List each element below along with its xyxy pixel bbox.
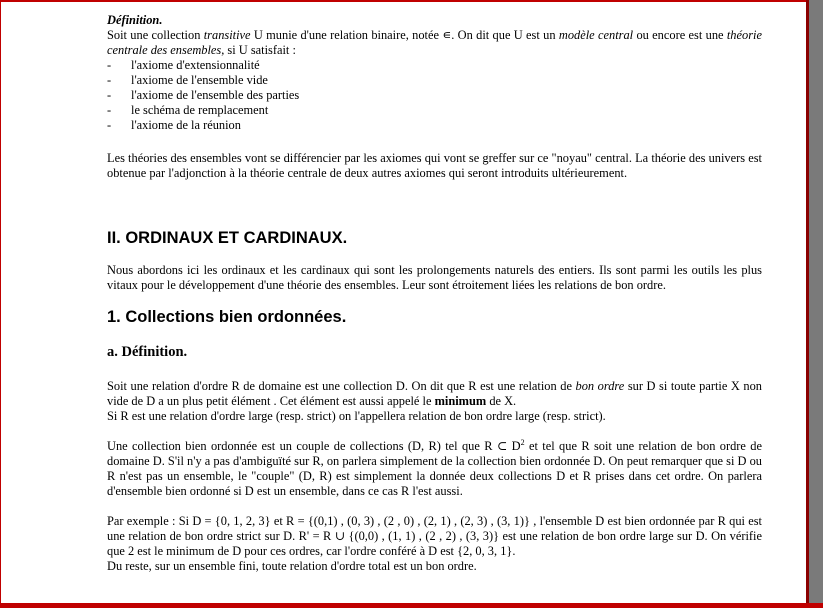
example-paragraph: Par exemple : Si D = {0, 1, 2, 3} et R = {(0,1) , (0, 3) , (2 , 0) , (2, 1) , (2, 3) , (3, 1)} , l'ensemble D est bien ordonnée par R qui est une relation de bon ordre strict sur D. R' = R ∪ {(0,0) , (1, 1) , (2 , 2) , (3, 3)} est une relation de bon ordre large sur D. On vérifie que 2 est le minimum de D pour ces ordres, car l'ordre conféré à D est {2, 0, 3, 1}. Du reste, sur un ensemble fini, toute relation d'ordre total est un bon ordre. [107,514,762,573]
window-scroll-area[interactable] [809,0,823,608]
window-frame-top [0,0,823,2]
document-page [107,13,762,574]
collection-paragraph: Une collection bien ordonnée est un couple de collections (D, R) tel que R ⊂ $D^2$ et tel que R soit une relation de bon ordre de domaine D. S'il n'y a pas d'ambiguïté sur R, on parlera simplement de la collection bien ordonnée D. On peut remarquer que si D ou R n'est pas un ensemble, le "couple" (D, R) est simplement la donnée deux collections D et R prises dans cet ordre. On parlera d'ensemble bien ordonné si D est un ensemble, dans ce cas R l'est aussi. [107,437,762,498]
subsection-heading: 1. Collections bien ordonnées. [107,308,347,326]
definition-paragraph: Soit une collection transitive U munie d'une relation binaire, notée ∊. On dit que U est un modèle central ou encore est une théorie centrale des ensembles, si U satisfait : [107,28,762,57]
list-item: - l'axiome d'extensionnalité [107,58,762,73]
definition-heading: Définition. [107,13,163,27]
list-item: - l'axiome de l'ensemble des parties [107,88,762,103]
bon-ordre-paragraph: Soit une relation d'ordre R de domaine est une collection D. On dit que R est une relation de bon ordre sur D si toute partie X non vide de D a un plus petit élément . Cet élément est aussi appelé le minimum de X. Si R est une relation d'ordre large (resp. strict) on l'appellera relation de bon ordre large (resp. strict). [107,379,762,423]
window-frame-left [0,0,1,608]
section-intro-paragraph: Nous abordons ici les ordinaux et les cardinaux qui sont les prolongements naturels des entiers. Ils sont parmi les outils les plus vitaux pour le développement d'une théorie des ensembles. Leur sont étroitement liées les relations de bon ordre. [107,263,762,292]
window-frame-bottom [0,603,823,608]
section-heading: II. ORDINAUX ET CARDINAUX. [107,229,348,247]
list-item: - le schéma de remplacement [107,103,762,118]
theories-paragraph: Les théories des ensembles vont se différencier par les axiomes qui vont se greffer sur ce "noyau" central. La théorie des univers est obtenue par l'adjonction à la théorie centrale de deux autres axiomes qui seront introduits ultérieurement. [107,151,762,180]
axiom-list [107,58,762,133]
list-item: - l'axiome de la réunion [107,118,762,133]
subsubsection-heading: a. Définition. [107,344,188,360]
list-item: - l'axiome de l'ensemble vide [107,73,762,88]
